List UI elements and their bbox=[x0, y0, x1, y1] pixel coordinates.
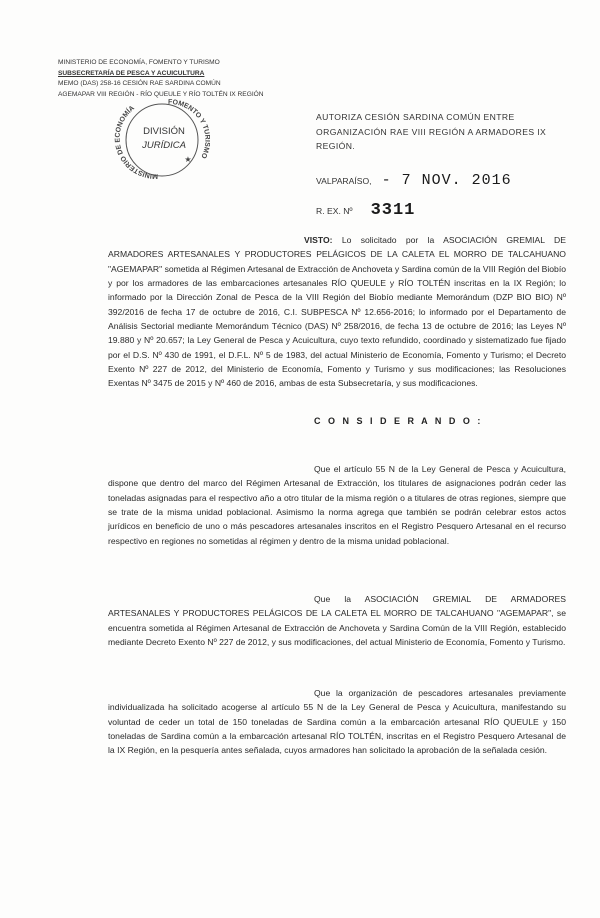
seal-ring-left: MINISTERIO DE ECONOMÍA bbox=[114, 104, 159, 180]
letterhead bbox=[58, 58, 308, 100]
date-label: VALPARAÍSO, bbox=[316, 176, 372, 186]
resolution-number-line bbox=[316, 201, 415, 220]
considerando-paragraph-1: Que el artículo 55 N de la Ley General de Pesca y Acuicultura, dispone que dentro del marco del Régimen Artesanal de Extracción, los titulares de asignaciones podrán ceder las toneladas asignadas para el respectivo año a otro titular de la misma región o a titulares de otras regiones, siempre que se trate de la misma unidad poblacional. Asimismo la norma agrega que también se podrán celebrar estos actos jurídicos en beneficio de uno o más pescadores artesanales inscritos en el Registro Pesquero Artesanal en el recurso respectivo en regiones no sometidas al régimen y dentro de la misma unidad poblacional. bbox=[108, 464, 566, 546]
reference-line-1: MEMO (DAS) 258-16 CESIÓN RAE SARDINA COMÚN bbox=[58, 80, 221, 87]
considerando-paragraph-2: Que la ASOCIACIÓN GREMIAL DE ARMADORES ARTESANALES Y PRODUCTORES PELÁGICOS DE LA CALETA EL MORRO DE TALCAHUANO "AGEMAPAR", se encuentra sometida al Régimen Artesanal de Extracción de Anchoveta y Sardina Común de la VIII Región, establecido mediante Decreto Exento Nº 227 de 2012, y sus modificaciones, del actual Ministerio de Economía, Fomento y Turismo. bbox=[108, 594, 566, 648]
seal-center-top: DIVISIÓN bbox=[143, 126, 185, 137]
resolution-subject: AUTORIZA CESIÓN SARDINA COMÚN ENTRE ORGANIZACIÓN RAE VIII REGIÓN A ARMADORES IX REGIÓN. bbox=[316, 112, 547, 151]
seal-ring-right: FOMENTO Y TURISMO bbox=[167, 98, 210, 160]
visto-paragraph bbox=[108, 233, 566, 391]
rex-label: R. EX. Nº bbox=[316, 206, 353, 216]
ministry-name: MINISTERIO DE ECONOMÍA, FOMENTO Y TURISMO bbox=[58, 59, 220, 66]
date-stamp: - 7 NOV. 2016 bbox=[381, 172, 512, 189]
division-juridica-seal bbox=[114, 96, 210, 180]
subsecretaria-name: SUBSECRETARÍA DE PESCA Y ACUICULTURA bbox=[58, 69, 205, 77]
seal-center-bottom: JURÍDICA bbox=[142, 140, 186, 151]
rex-number: 3311 bbox=[370, 201, 416, 220]
visto-text: Lo solicitado por la ASOCIACIÓN GREMIAL DE ARMADORES ARTESANALES Y PRODUCTORES PELÁGICOS DE LA CALETA EL MORRO DE TALCAHUANO "AGEMAPAR" sometida al Régimen Artesanal de Extracción de Anchoveta y Sardina común de la VIII Región del Biobío y por los armadores de las embarcaciones artesanales RÍO QUEULE y RÍO TOLTÉN inscritas en la IX Región; lo informado por la Dirección Zonal de Pesca de la VIII Región del Biobío mediante Memorándum (DZP BIO BIO) Nº 392/2016 de fecha 17 de octubre de 2016, C.I. SUBPESCA Nº 12.656-2016; lo informado por el Departamento de Análisis Sectorial mediante Memorándum Técnico (DAS) Nº 258/2016, de fecha 13 de octubre de 2016; las Leyes Nº 19.880 y Nº 20.657; la Ley General de Pesca y Acuicultura, cuyo texto refundido, coordinado y sistematizado fue fijado por el D.S. Nº 430 de 1991, el D.F.L. Nº 5 de 1983, del actual Ministerio de Economía, Fomento y Turismo; el Decreto Exento Nº 227 de 2012, del Ministerio de Economía, Fomento y Turismo y sus modificaciones; las Resoluciones Exentas Nº 3475 de 2015 y Nº 460 de 2016, ambas de esta Subsecretaría, y sus modificaciones. bbox=[108, 235, 566, 389]
considerando-paragraph-3: Que la organización de pescadores artesanales previamente individualizada ha solicitado acogerse al artículo 55 N de la Ley General de Pesca y Acuicultura, manifestando su voluntad de ceder un total de 150 toneladas de Sardina común a la embarcación artesanal RÍO QUEULE y 150 toneladas de Sardina común a la embarcación artesanal RÍO TOLTÉN, inscritas en el Registro Pesquero Artesanal de la IX Región, en la pesquería antes señalada, cuyos armadores han solicitado la aprobación de la señalada cesión. bbox=[108, 688, 566, 756]
visto-label: VISTO: bbox=[304, 235, 333, 245]
seal-star-icon: ★ bbox=[184, 155, 192, 164]
reference-line-2: AGEMAPAR VIII REGIÓN - RÍO QUEULE Y RÍO TOLTÉN IX REGIÓN bbox=[58, 90, 264, 98]
considerando-heading: C O N S I D E R A N D O : bbox=[314, 416, 483, 426]
date-line bbox=[316, 172, 512, 189]
